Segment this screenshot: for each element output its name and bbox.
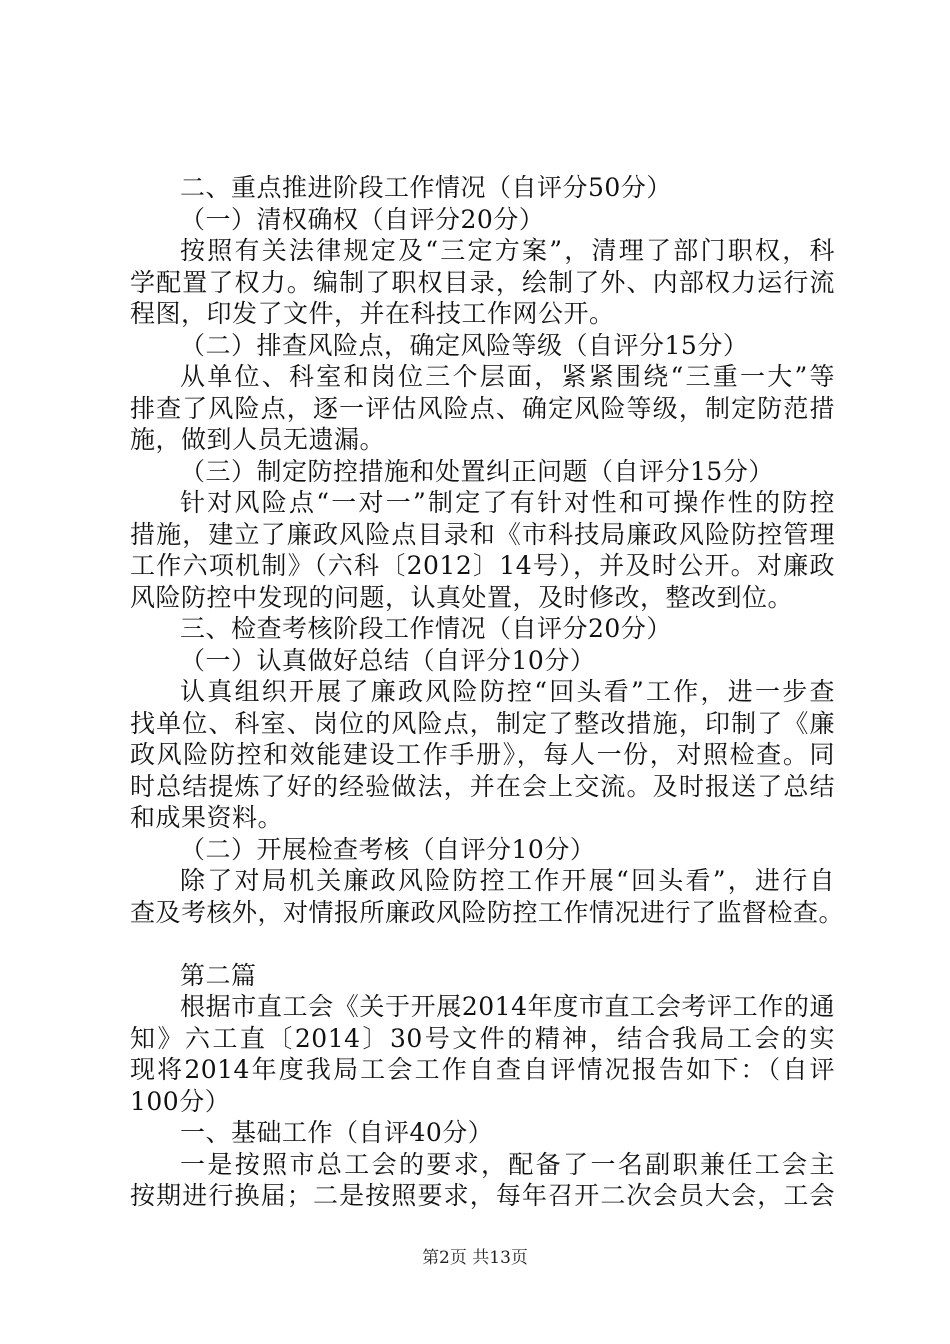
paragraph-line: 工作六项机制》（六科〔2012〕14号），并及时公开。对廉政 xyxy=(130,551,835,580)
subsection-title: （二）排查风险点，确定风险等级（自评分15分） xyxy=(180,330,749,360)
paragraph-line: 知》六工直〔2014〕30号文件的精神，结合我局工会的实 xyxy=(130,1023,835,1053)
blank-line xyxy=(130,928,835,960)
subsection-title: （一）认真做好总结（自评分10分） xyxy=(180,645,596,675)
section-heading: 二、重点推进阶段工作情况（自评分50分） xyxy=(180,173,672,202)
paragraph-line: 施，做到人员无遗漏。 xyxy=(130,425,386,454)
paragraph-line: 找单位、科室、岗位的风险点，制定了整改措施，印制了《廉 xyxy=(130,708,835,738)
paragraph-line: 现将2014年度我局工会工作自查自评情况报告如下：（自评 xyxy=(130,1055,835,1084)
section-heading: 三、检查考核阶段工作情况（自评分20分） xyxy=(180,614,672,643)
paragraph-line: 程图，印发了文件，并在科技工作网公开。 xyxy=(130,299,615,328)
paragraph-line: 措施，建立了廉政风险点目录和《市科技局廉政风险防控管理 xyxy=(130,519,835,549)
paragraph-line: 从单位、科室和岗位三个层面，紧紧围绕“三重一大”等 xyxy=(180,362,835,391)
subsection-title: （一）清权确权（自评分20分） xyxy=(180,204,545,234)
subsection-title: （二）开展检查考核（自评分10分） xyxy=(180,834,596,864)
paragraph-line: 按期进行换届；二是按照要求，每年召开二次会员大会，工会 xyxy=(130,1181,835,1210)
subsection-title: （三）制定防控措施和处置纠正问题（自评分15分） xyxy=(180,456,774,486)
section-heading: 一、基础工作（自评40分） xyxy=(180,1118,494,1147)
paragraph-line: 查及考核外，对情报所廉政风险防控工作情况进行了监督检查。 xyxy=(130,897,845,927)
paragraph-line: 和成果资料。 xyxy=(130,803,284,832)
paragraph-line: 排查了风险点，逐一评估风险点、确定风险等级，制定防范措 xyxy=(130,393,835,423)
page-number-footer: 第2页 共13页 xyxy=(422,1248,528,1268)
paragraph-line: 100分） xyxy=(130,1086,231,1116)
paragraph-line: 政风险防控和效能建设工作手册》，每人一份，对照检查。同 xyxy=(130,740,835,769)
paragraph-line: 学配置了权力。编制了职权目录，绘制了外、内部权力运行流 xyxy=(130,267,835,297)
paragraph-line: 根据市直工会《关于开展2014年度市直工会考评工作的通 xyxy=(180,992,835,1021)
paragraph-line: 针对风险点“一对一”制定了有针对性和可操作性的防控 xyxy=(180,488,835,517)
part-title: 第二篇 xyxy=(180,960,257,990)
paragraph-line: 一是按照市总工会的要求，配备了一名副职兼任工会主 xyxy=(180,1149,835,1179)
paragraph-line: 时总结提炼了好的经验做法，并在会上交流。及时报送了总结 xyxy=(130,771,835,801)
paragraph-line: 风险防控中发现的问题，认真处置，及时修改，整改到位。 xyxy=(130,582,794,612)
paragraph-line: 按照有关法律规定及“三定方案”，清理了部门职权，科 xyxy=(180,236,835,265)
paragraph-line: 除了对局机关廉政风险防控工作开展“回头看”，进行自 xyxy=(180,866,835,895)
document-body xyxy=(130,172,845,1212)
paragraph-line: 认真组织开展了廉政风险防控“回头看”工作，进一步查 xyxy=(180,677,835,706)
